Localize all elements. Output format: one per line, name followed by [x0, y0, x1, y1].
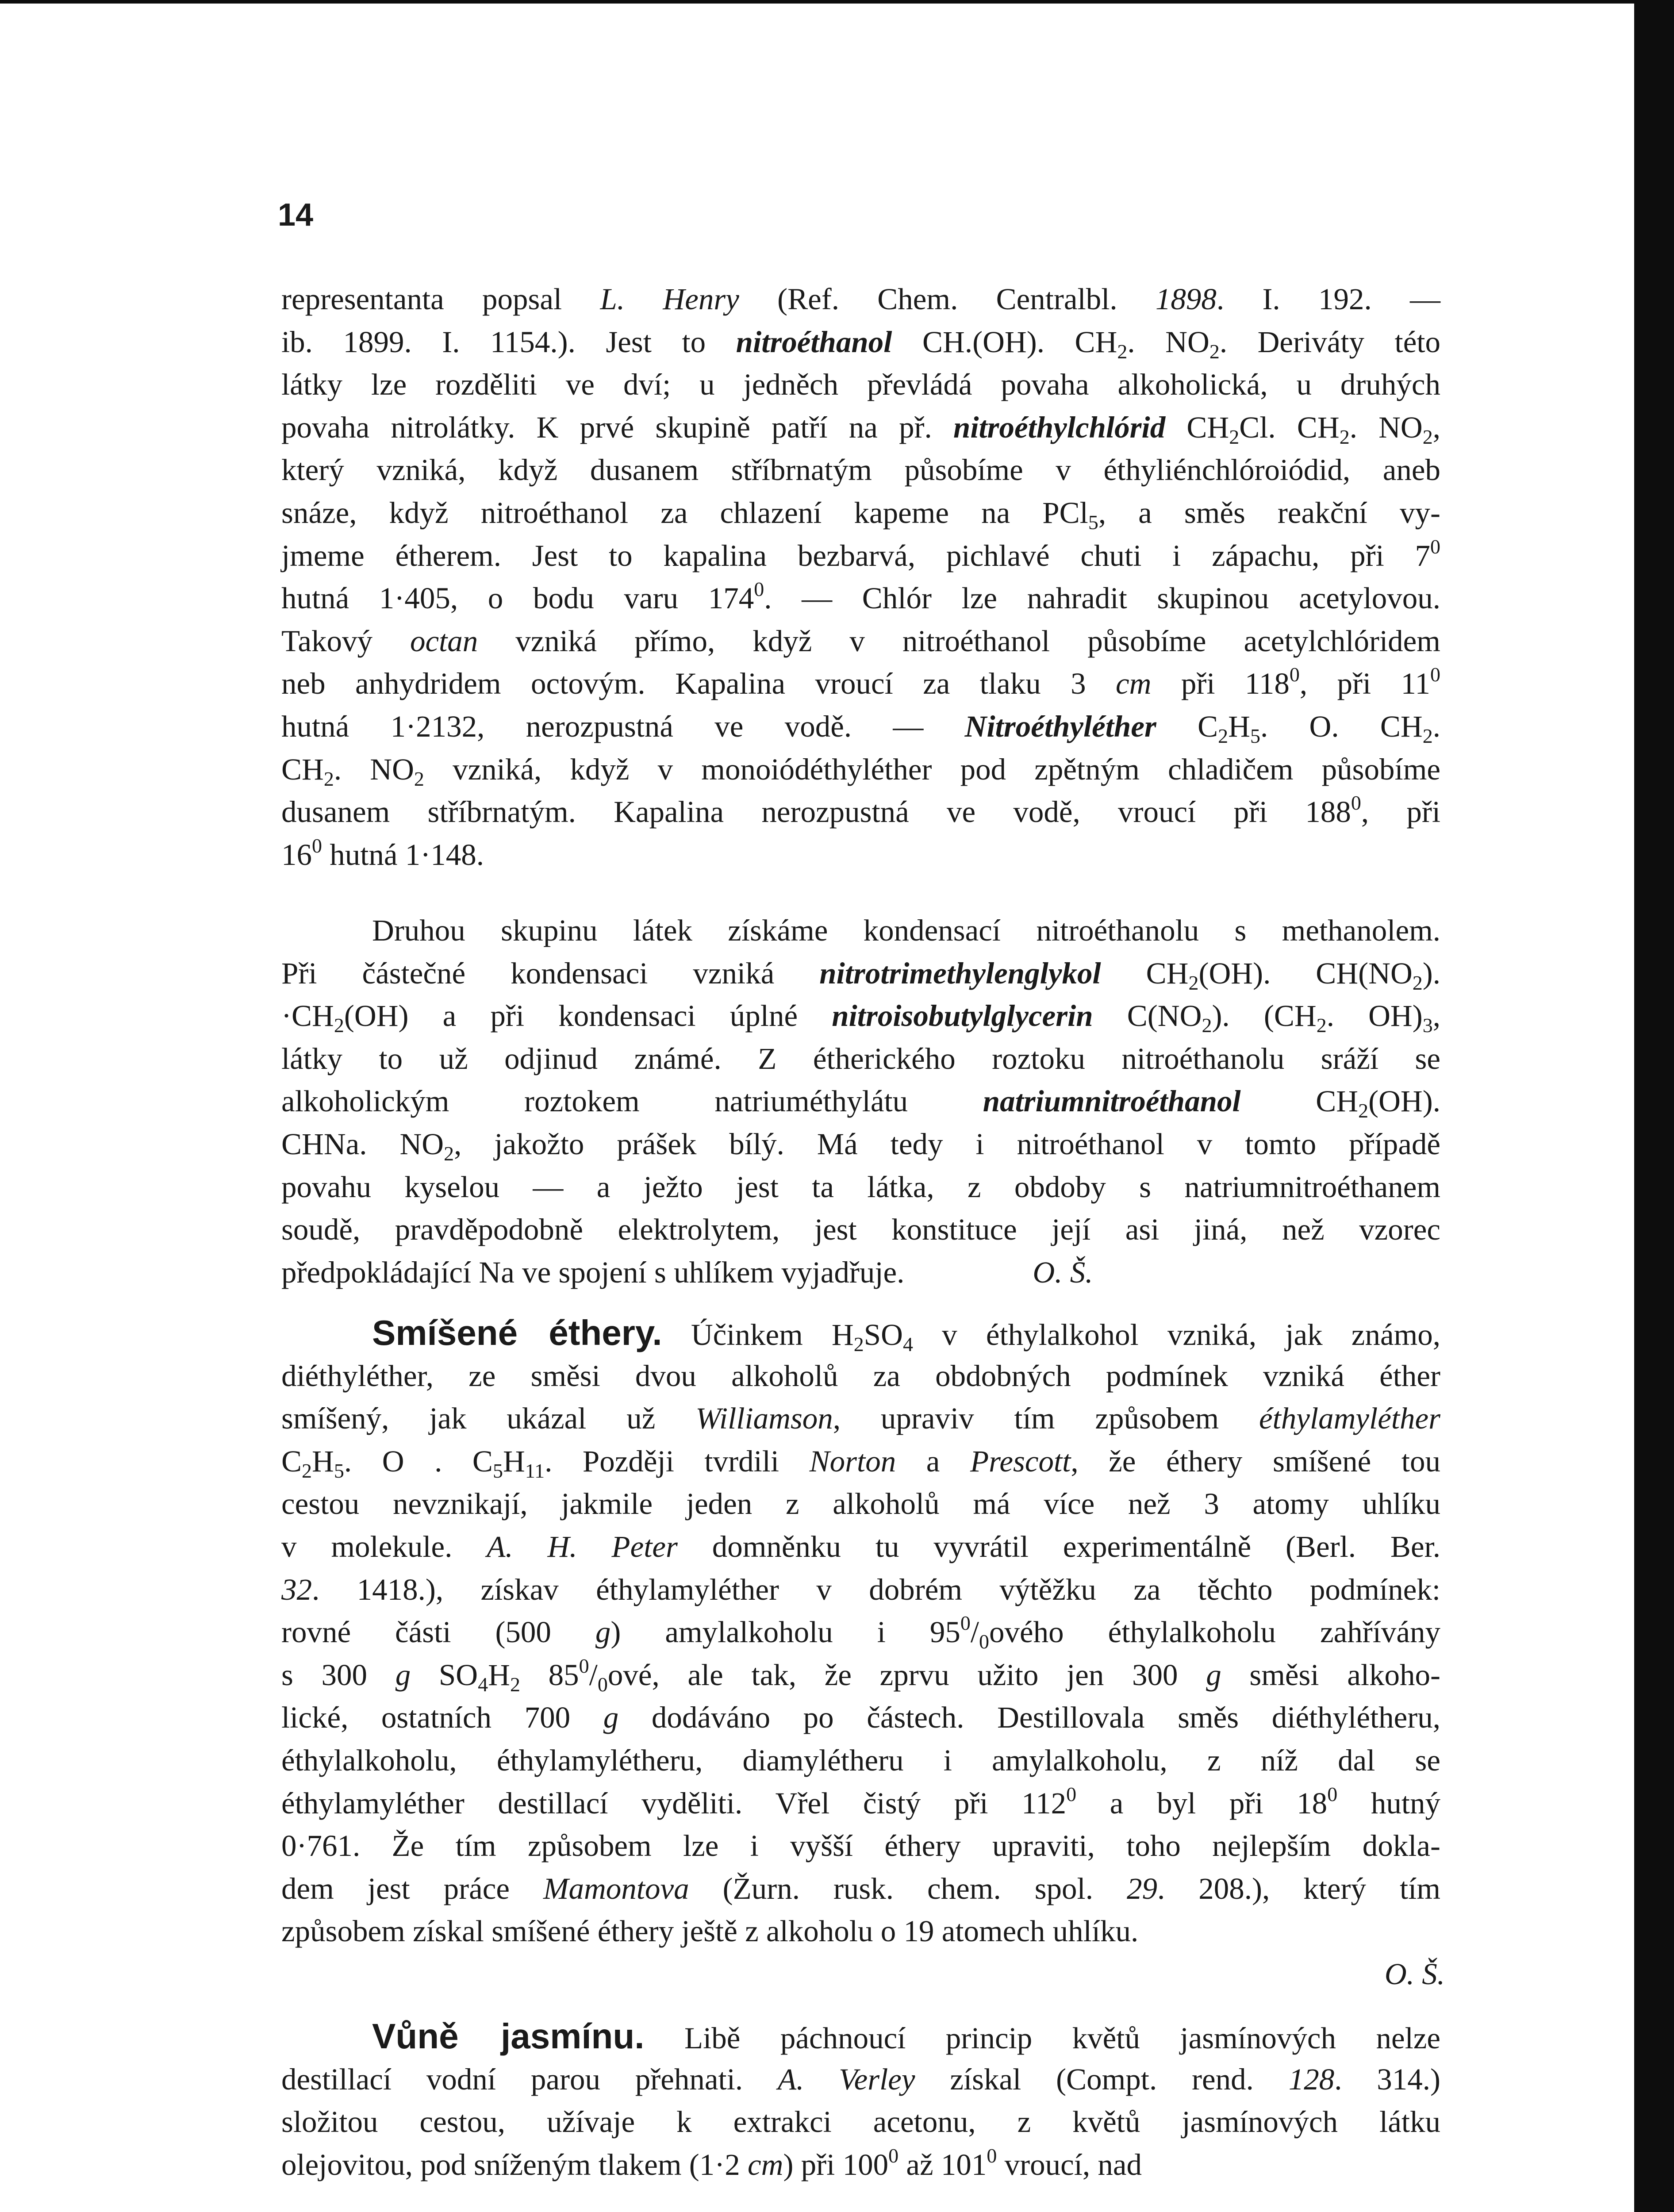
emphasis-text: nitroéthanol	[736, 325, 892, 359]
text-line	[281, 321, 1440, 363]
text-run: . Později tvrdili	[545, 1444, 810, 1478]
text-run: 85	[520, 1658, 579, 1692]
text-line	[281, 662, 1440, 705]
subscript: 5	[492, 1459, 503, 1482]
text-run: Libě páchnoucí princip květů jasmínových nelze	[644, 2021, 1440, 2055]
text-run: . — Chlór lze nahradit skupinou acetylovou.	[764, 581, 1440, 615]
text-run: representanta popsal	[281, 282, 600, 316]
text-run: C(NO	[1093, 999, 1202, 1033]
subscript: 2	[1412, 972, 1423, 994]
text-line	[372, 909, 1440, 952]
text-run: .	[964, 325, 973, 359]
text-line	[281, 2058, 1440, 2101]
text-line	[281, 1251, 1440, 1294]
text-run: (Ref. Chem. Centralbl.	[739, 282, 1156, 316]
text-run: . O . C	[344, 1444, 493, 1478]
text-line	[281, 995, 1440, 1037]
text-run: . I. 192. —	[1216, 282, 1440, 316]
text-run: lické, ostatních 700	[281, 1701, 603, 1734]
text-line	[281, 1568, 1440, 1611]
text-run: /	[970, 1615, 979, 1649]
text-run: . Deriváty této	[1219, 325, 1440, 359]
text-run: , upraviv tím způsobem	[833, 1402, 1259, 1435]
text-run: vzniká, když v monoiódéthyléther pod zpětným chladičem působíme	[424, 753, 1440, 786]
text-run: .	[1432, 710, 1441, 743]
text-line	[281, 492, 1440, 534]
emphasis-text: nitroéthylchlórid	[953, 411, 1166, 444]
text-line	[372, 2015, 1440, 2059]
text-line	[281, 833, 1440, 876]
text-run: neb anhydridem octovým. Kapalina vroucí za tlaku 3	[281, 667, 1116, 700]
text-run: . OH)	[1326, 999, 1423, 1033]
text-run: hutná 1·405, o bodu varu 174	[281, 581, 754, 615]
emphasis-text: 1898	[1155, 282, 1217, 316]
superscript: 0	[1289, 663, 1300, 686]
text-run: CH	[281, 753, 324, 786]
text-run: smíšený, jak ukázal už	[281, 1402, 696, 1435]
emphasis-text: octan	[410, 624, 478, 658]
text-run: destillací vodní parou přehnati.	[281, 2062, 778, 2096]
subscript: 2	[1117, 340, 1128, 363]
text-run: , při 11	[1299, 667, 1431, 700]
emphasis-text: L. Henry	[600, 282, 739, 316]
emphasis-text: g	[603, 1701, 619, 1734]
text-run: CH	[1240, 1084, 1359, 1118]
text-run: hutná 1·2132, nerozpustná ve vodě. —	[281, 710, 965, 743]
text-run: . NO	[334, 753, 414, 786]
subscript: 2	[510, 1673, 520, 1696]
emphasis-text: g	[595, 1615, 611, 1649]
text-line	[281, 1525, 1440, 1568]
text-line	[281, 1355, 1440, 1397]
emphasis-text: nitroisobutylglycerin	[832, 999, 1093, 1033]
subscript: 2	[414, 768, 424, 790]
emphasis-text: A. H. Peter	[487, 1530, 678, 1563]
text-line	[281, 1166, 1440, 1208]
text-run: snáze, když nitroéthanol za chlazení kapeme na PCl	[281, 496, 1088, 530]
text-run: /	[589, 1658, 598, 1692]
text-run: , jakožto prášek bílý. Má tedy i nitroéthanol v tomto případě	[454, 1127, 1441, 1161]
text-run: H	[1228, 710, 1250, 743]
subscript: 2	[1316, 1014, 1327, 1037]
emphasis-text: cm	[1116, 667, 1152, 700]
text-run: ib. 1899. I. 1154.). Jest to	[281, 325, 736, 359]
emphasis-text: 29	[1126, 1872, 1157, 1905]
text-line	[281, 1953, 1445, 1995]
text-run: při 118	[1151, 667, 1290, 700]
subscript: 11	[525, 1459, 545, 1482]
text-run: (Žurn. rusk. chem. spol.	[689, 1872, 1127, 1905]
subscript: 2	[1339, 426, 1350, 448]
text-run: Druhou skupinu látek získáme kondensací nitroéthanolu s methanolem.	[372, 914, 1440, 947]
subscript: 0	[979, 1630, 989, 1653]
superscript: 0	[1327, 1783, 1338, 1805]
text-run: způsobem získal smíšené éthery ještě z alkoholu o 19 atomech uhlíku.	[281, 1914, 1139, 1948]
text-run: CH	[892, 325, 965, 359]
text-run: olejovitou, pod sníženým tlakem (1·2	[281, 2148, 748, 2181]
text-run: alkoholickým roztokem natriuméthylátu	[281, 1084, 983, 1118]
text-line	[281, 2143, 1440, 2186]
superscript: 0	[960, 1612, 971, 1634]
subscript: 2	[334, 1014, 344, 1037]
text-line	[281, 705, 1440, 748]
superscript: 0	[1430, 663, 1441, 686]
text-line	[281, 1440, 1440, 1482]
text-line	[281, 748, 1440, 791]
text-line	[281, 449, 1440, 491]
emphasis-text: cm	[747, 2148, 783, 2181]
emphasis-text: Williamson	[695, 1402, 833, 1435]
text-run: dem jest práce	[281, 1872, 543, 1905]
text-line	[281, 406, 1440, 449]
text-run: ) při 100	[783, 2148, 889, 2181]
emphasis-text: g	[395, 1658, 411, 1692]
superscript: 0	[987, 2144, 997, 2167]
text-run: , že éthery smíšené tou	[1071, 1444, 1440, 1478]
text-line	[281, 1782, 1440, 1824]
text-run: Cl. CH	[1239, 411, 1340, 444]
text-run: . 314.)	[1334, 2062, 1441, 2096]
text-line	[281, 1397, 1440, 1440]
text-run: CH	[1101, 956, 1189, 990]
text-run: ·CH	[281, 999, 334, 1033]
subscript: 5	[334, 1459, 344, 1482]
text-run: vzniká přímo, když v nitroéthanol působíme acetylchlóridem	[478, 624, 1440, 658]
text-line	[281, 1482, 1440, 1525]
text-run: získal (Compt. rend.	[915, 2062, 1289, 2096]
text-run: směsi alkoho-	[1221, 1658, 1441, 1692]
text-run: předpokládající Na ve spojení s uhlíkem vyjadřuje.	[281, 1256, 905, 1289]
text-run: povaha nitrolátky. K prvé skupině patří na př.	[281, 411, 953, 444]
text-run: , při	[1361, 795, 1440, 829]
text-line	[281, 2101, 1440, 2143]
text-run: éthylamyléther destillací vyděliti. Vřel čistý při 112	[281, 1786, 1067, 1820]
superscript: 0	[754, 578, 764, 600]
text-run: dodáváno po částech. Destillovala směs diéthylétheru,	[618, 1701, 1440, 1734]
text-run: s 300	[281, 1658, 395, 1692]
emphasis-text: O. Š.	[1033, 1256, 1093, 1289]
text-run: cestou nevznikají, jakmile jeden z alkoholů má více než 3 atomy uhlíku	[281, 1487, 1440, 1521]
text-line	[281, 1824, 1440, 1867]
text-run: povahu kyselou — a ježto jest ta látka, z obdoby s natriumnitroéthanem	[281, 1170, 1440, 1204]
text-line	[281, 1037, 1440, 1080]
text-run: ového éthylalkoholu zahřívány	[989, 1615, 1440, 1649]
text-run: domněnku tu vyvrátil experimentálně (Berl. Ber.	[677, 1530, 1440, 1563]
text-line	[281, 1123, 1440, 1165]
text-line	[281, 1739, 1440, 1782]
text-run: jmeme étherem. Jest to kapalina bezbarvá, pichlavé chuti i zápachu, při 7	[281, 539, 1430, 572]
page-number: 14	[278, 197, 314, 233]
text-run: H	[488, 1658, 510, 1692]
text-run: rovné části (500	[281, 1615, 595, 1649]
text-line	[372, 1312, 1440, 1356]
text-run: . 208.), který tím	[1157, 1872, 1441, 1905]
text-run: hutný	[1337, 1786, 1441, 1820]
section-heading: Smíšené éthery.	[372, 1313, 662, 1352]
subscript: 2	[1229, 426, 1240, 448]
text-run: . O. CH	[1260, 710, 1423, 743]
superscript: 0	[1430, 535, 1440, 558]
emphasis-text: nitrotrimethylenglykol	[819, 956, 1101, 990]
subscript: 2	[1218, 725, 1229, 747]
text-run: v éthylalkohol vzniká, jak známo,	[913, 1318, 1440, 1352]
text-run: C	[281, 1444, 302, 1478]
text-run: ) amylalkoholu i 95	[610, 1615, 960, 1649]
text-run: Při částečné kondensaci vzniká	[281, 956, 820, 990]
subscript: 2	[302, 1459, 312, 1482]
emphasis-text: natriumnitroéthanol	[983, 1084, 1241, 1118]
text-run: Takový	[281, 624, 410, 658]
text-run: hutná 1·148.	[322, 838, 484, 872]
subscript: 0	[597, 1673, 608, 1696]
text-run: diéthyléther, ze směsi dvou alkoholů za obdobných podmínek vzniká éther	[281, 1359, 1440, 1393]
text-run: soudě, pravděpodobně elektrolytem, jest konstituce její asi jiná, než vzorec	[281, 1213, 1440, 1246]
subscript: 2	[1202, 1014, 1212, 1037]
scan-border-top	[0, 0, 1674, 4]
subscript: 2	[1209, 340, 1220, 363]
text-run: SO	[864, 1318, 903, 1352]
superscript: 0	[1066, 1783, 1077, 1805]
text-run: v molekule.	[281, 1530, 487, 1563]
superscript: 0	[888, 2144, 899, 2167]
subscript: 2	[444, 1142, 454, 1165]
emphasis-text: Prescott	[970, 1444, 1071, 1478]
subscript: 2	[1188, 972, 1199, 994]
text-line	[281, 791, 1440, 833]
subscript: 5	[1250, 725, 1260, 747]
text-run: ).	[1422, 956, 1441, 990]
emphasis-text: Mamontova	[543, 1872, 689, 1905]
text-run: CH	[1165, 411, 1229, 444]
emphasis-text: 128	[1288, 2062, 1335, 2096]
text-run: ,	[1432, 411, 1441, 444]
text-line	[281, 1611, 1440, 1653]
emphasis-text: g	[1206, 1658, 1221, 1692]
text-run: . NO	[1349, 411, 1423, 444]
text-run: ,	[1432, 999, 1440, 1033]
subscript: 2	[1422, 725, 1433, 747]
subscript: 3	[1422, 1014, 1433, 1037]
subscript: 4	[478, 1673, 488, 1696]
text-line	[281, 1696, 1440, 1739]
text-run: C	[1156, 710, 1218, 743]
superscript: 0	[579, 1655, 589, 1677]
text-run: . 1418.), získav éthylamyléther v dobrém výtěžku za těchto podmínek:	[312, 1573, 1440, 1606]
text-run: (OH). CH(NO	[1198, 956, 1413, 990]
subscript: 4	[902, 1333, 913, 1356]
text-line	[281, 1654, 1440, 1696]
text-line	[281, 1208, 1440, 1251]
text-run: (OH) a při kondensaci úplné	[344, 999, 832, 1033]
text-run: vroucí, nad	[997, 2148, 1142, 2181]
text-run: SO	[411, 1658, 478, 1692]
text-line	[281, 577, 1440, 619]
text-run: H	[503, 1444, 525, 1478]
emphasis-text: A. Verley	[777, 2062, 915, 2096]
emphasis-text: Nitroéthyléther	[964, 710, 1156, 743]
emphasis-text: Norton	[809, 1444, 896, 1478]
text-line	[281, 952, 1440, 995]
subscript: 2	[323, 768, 334, 790]
text-run: složitou cestou, užívaje k extrakci acetonu, z květů jasmínových látku	[281, 2105, 1440, 2139]
text-run: H	[312, 1444, 334, 1478]
text-run: , a směs reakční vy-	[1098, 496, 1440, 530]
text-run: Účinkem H	[662, 1318, 854, 1352]
superscript: 0	[312, 834, 322, 857]
text-run: látky to už odjinud známé. Z étherického roztoku nitroéthanolu sráží se	[281, 1042, 1440, 1075]
text-line	[281, 620, 1440, 662]
text-run: látky lze rozděliti ve dví; u jedněch převládá povaha alkoholická, u druhých	[281, 368, 1440, 401]
emphasis-text: éthylamyléther	[1259, 1402, 1440, 1435]
text-run: . NO	[1127, 325, 1209, 359]
subscript: 5	[1088, 511, 1098, 534]
text-run: ové, ale tak, že zprvu užito jen 300	[607, 1658, 1206, 1692]
text-line	[281, 1080, 1440, 1122]
text-line	[281, 534, 1440, 577]
scan-border-right	[1634, 0, 1674, 2212]
text-run: CHNa. NO	[281, 1127, 444, 1161]
text-run: a byl při 18	[1076, 1786, 1328, 1820]
subscript: 2	[853, 1333, 864, 1356]
text-line	[281, 278, 1440, 320]
emphasis-text: O. Š.	[1384, 1957, 1445, 1991]
text-run: dusanem stříbrnatým. Kapalina nerozpustná ve vodě, vroucí při 188	[281, 795, 1351, 829]
superscript: 0	[1351, 791, 1361, 814]
text-run: až 101	[898, 2148, 987, 2181]
emphasis-text: 32	[281, 1573, 312, 1606]
text-run: 16	[281, 838, 312, 872]
text-run: a	[896, 1444, 970, 1478]
subscript: 2	[1358, 1099, 1369, 1122]
text-run: který vzniká, když dusanem stříbrnatým působíme v éthyliénchlóroiódid, aneb	[281, 453, 1440, 487]
text-run: 0·761. Že tím způsobem lze i vyšší éthery upraviti, toho nejlepším dokla-	[281, 1829, 1440, 1863]
text-run: éthylalkoholu, éthylamylétheru, diamylétheru i amylalkoholu, z níž dal se	[281, 1743, 1440, 1777]
text-run: (OH).	[1368, 1084, 1440, 1118]
text-line	[281, 1867, 1440, 1910]
section-heading: Vůně jasmínu.	[372, 2016, 645, 2056]
text-run: (OH). CH	[972, 325, 1117, 359]
text-line	[281, 1910, 1440, 1952]
text-run: ). (CH	[1212, 999, 1317, 1033]
subscript: 2	[1422, 426, 1433, 448]
text-line	[281, 363, 1440, 406]
